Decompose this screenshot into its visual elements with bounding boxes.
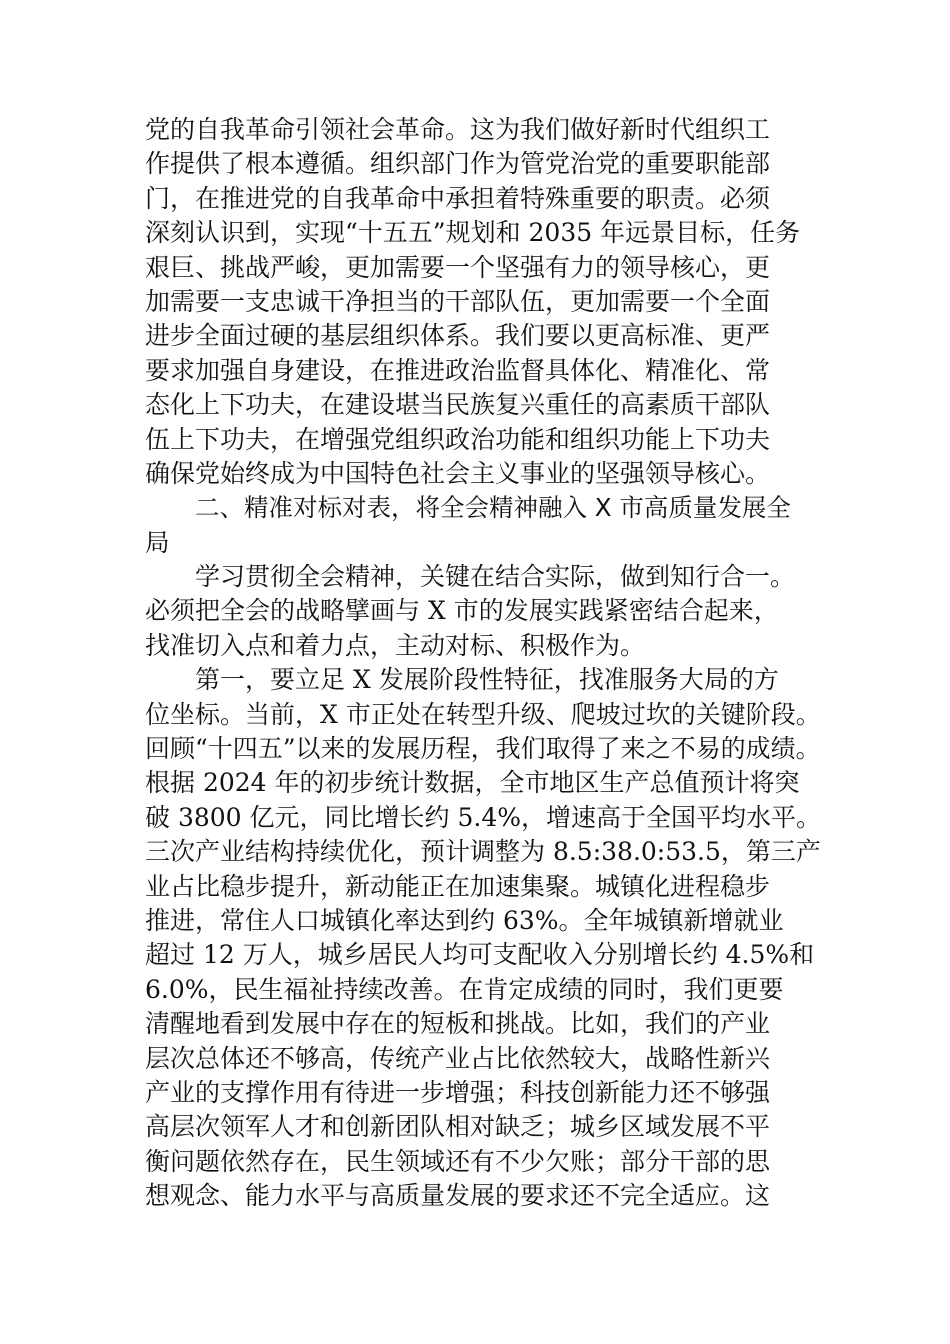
text-line: 破 3800 亿元，同比增长约 5.4%，增速高于全国平均水平。 <box>145 802 821 832</box>
paragraph <box>145 113 810 491</box>
text-line: 产业的支撑作用有待进一步增强；科技创新能力还不够强 <box>145 1077 771 1107</box>
text-line: 态化上下功夫，在建设堪当民族复兴重任的高素质干部队 <box>145 390 771 420</box>
text-line: 党的自我革命引领社会革命。这为我们做好新时代组织工 <box>145 115 771 144</box>
text-line: 深刻认识到，实现“十五五”规划和 2035 年远景目标，任务 <box>145 218 801 248</box>
document-body <box>145 113 821 1214</box>
text-line: 要求加强自身建设，在推进政治监督具体化、精准化、常 <box>145 355 771 385</box>
text-line: 位坐标。当前，X 市正处在转型升级、爬坡过坎的关键阶段。 <box>145 699 821 729</box>
text-line: 清醒地看到发展中存在的短板和挑战。比如，我们的产业 <box>145 1009 771 1039</box>
text-line: 伍上下功夫，在增强党组织政治功能和组织功能上下功夫 <box>145 424 771 454</box>
text-line: 三次产业结构持续优化，预计调整为 8.5:38.0:53.5，第三产 <box>145 837 821 867</box>
text-line: 找准切入点和着力点，主动对标、积极作为。 <box>145 630 646 660</box>
heading-line: 局 <box>145 527 170 557</box>
paragraph <box>145 663 821 1213</box>
section-heading <box>145 491 810 560</box>
text-line: 学习贯彻全会精神，关键在结合实际，做到知行合一。 <box>195 562 796 592</box>
text-line: 门，在推进党的自我革命中承担着特殊重要的职责。必须 <box>145 183 771 213</box>
text-line: 6.0%，民生福祉持续改善。在肯定成绩的同时，我们更要 <box>145 974 784 1004</box>
text-line: 高层次领军人才和创新团队相对缺乏；城乡区域发展不平 <box>145 1112 771 1142</box>
text-line: 业占比稳步提升，新动能正在加速集聚。城镇化进程稳步 <box>145 871 771 901</box>
text-line: 作提供了根本遵循。组织部门作为管党治党的重要职能部 <box>145 149 771 179</box>
text-line: 衡问题依然存在，民生领域还有不少欠账；部分干部的思 <box>145 1146 771 1176</box>
text-line: 确保党始终成为中国特色社会主义事业的坚强领导核心。 <box>145 458 771 488</box>
heading-line: 二、精准对标对表，将全会精神融入 X 市高质量发展全 <box>195 493 791 523</box>
text-line: 必须把全会的战略擘画与 X 市的发展实践紧密结合起来， <box>145 596 779 626</box>
text-line: 回顾“十四五”以来的发展历程，我们取得了来之不易的成绩。 <box>145 734 821 764</box>
text-line: 层次总体还不够高，传统产业占比依然较大，战略性新兴 <box>145 1043 771 1073</box>
text-line: 超过 12 万人，城乡居民人均可支配收入分别增长约 4.5%和 <box>145 940 815 970</box>
text-line: 进步全面过硬的基层组织体系。我们要以更高标准、更严 <box>145 321 771 351</box>
text-line: 第一，要立足 X 发展阶段性特征，找准服务大局的方 <box>195 665 779 695</box>
text-line: 艰巨、挑战严峻，更加需要一个坚强有力的领导核心，更 <box>145 252 771 282</box>
text-line: 推进，常住人口城镇化率达到约 63%。全年城镇新增就业 <box>145 905 784 935</box>
text-line: 加需要一支忠诚干净担当的干部队伍，更加需要一个全面 <box>145 286 771 316</box>
text-line: 想观念、能力水平与高质量发展的要求还不完全适应。这 <box>145 1181 771 1211</box>
paragraph <box>145 560 810 663</box>
text-line: 根据 2024 年的初步统计数据，全市地区生产总值预计将突 <box>145 768 800 798</box>
